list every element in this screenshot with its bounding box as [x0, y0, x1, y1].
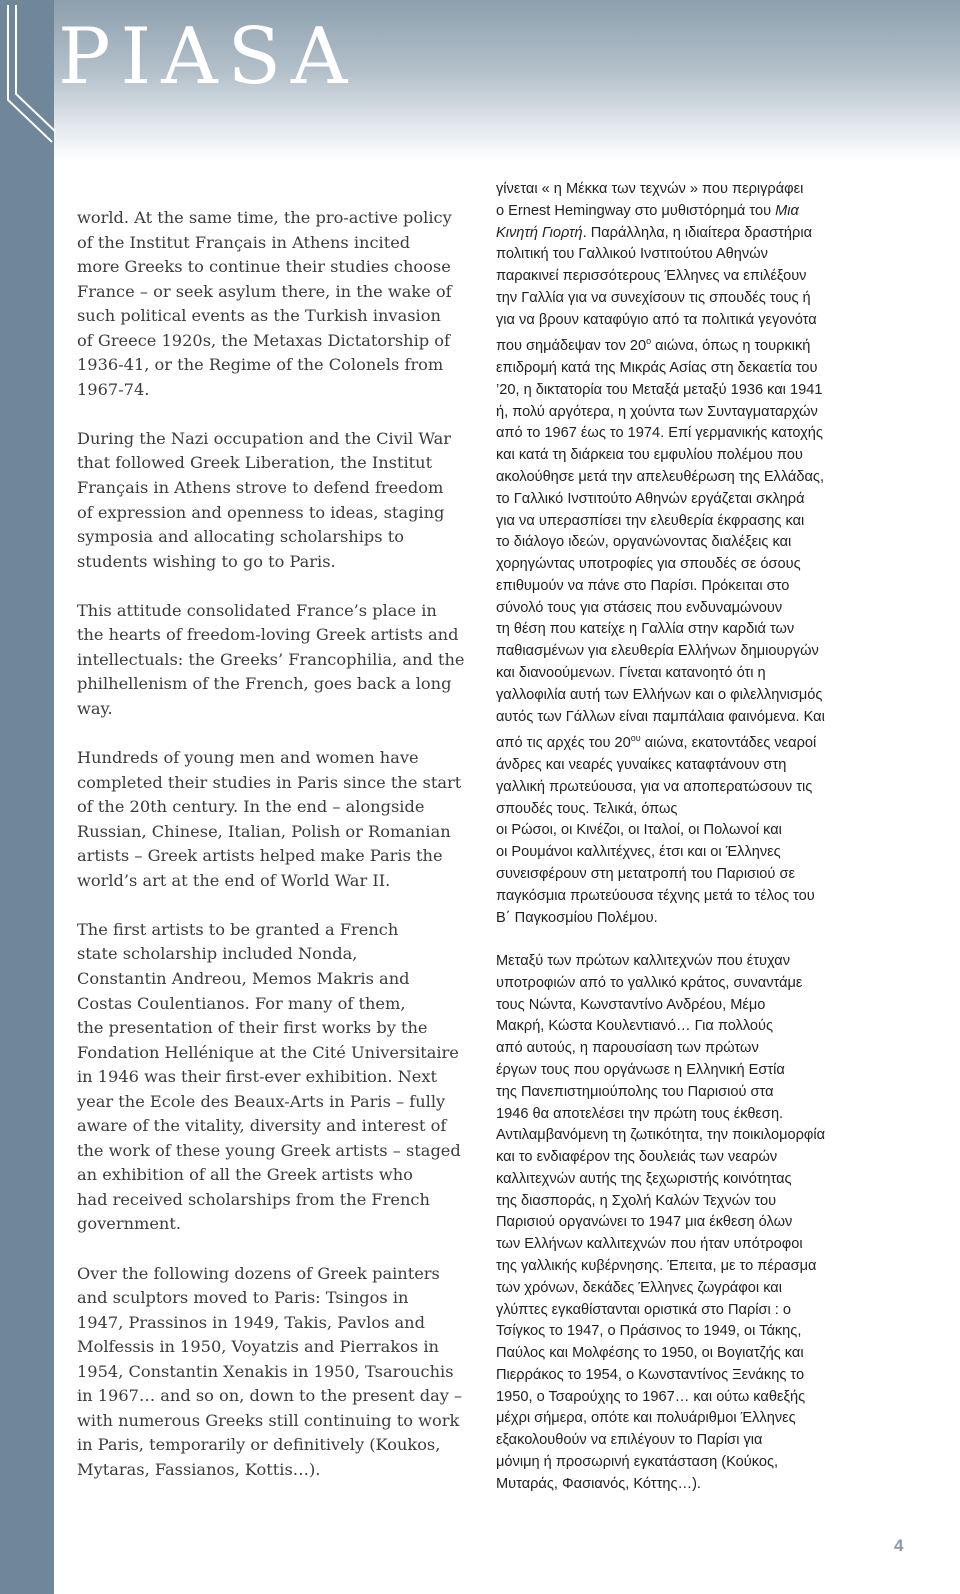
greek-text: αιώνα, εκατοντάδες νεαροί άνδρες και νεαρές γυναίκες καταφτάνουν στη γαλλική πρωτεύουσα, για να αποπερατώσουν τις σπουδές τους. Τελικά, όπως οι Ρώσοι, οι Κινέζοι, οι Ιταλοί, οι Πολωνοί και οι Ρουμάνοι καλλιτέχνες, έτσι και οι Έλληνες συνεισφέρουν στη μετατροπή του Παρισιού σε παγκόσμια πρωτεύουσα τέχνης μετά το τέλος του Β΄ Παγκοσμίου Πολέμου. [496, 735, 817, 926]
left-side-bar [0, 0, 54, 1594]
greek-text: . Παράλληλα, η ιδιαίτερα δραστήρια πολιτική του Γαλλικού Ινστιτούτου Αθηνών παρακινεί περισσότερους Έλληνες να επιλέξουν την Γαλλία για να συνεχίσουν τις σπουδές τους ή για να βρουν καταφύγιο από τα πολιτικά γεγονότα που σημάδεψαν τον 20 [496, 224, 817, 355]
ordinal-superscript: ου [630, 733, 641, 744]
brand-logo: PIASA [58, 12, 358, 102]
english-paragraph: The first artists to be granted a French state scholarship included Nonda, Constantin Andreou, Memos Makris and Costas Coulentianos. For many of them, the presentation of their first works by the Fondation Hellénique at the Cité Universitaire in 1946 was their first-ever exhibition. Next year the Ecole des Beaux-Arts in Paris – fully aware of the vitality, diversity and interest of the work of these young Greek artists – staged an exhibition of all the Greek artists who had received scholarships from the French government. [77, 919, 461, 1234]
english-paragraph: Over the following dozens of Greek painters and sculptors moved to Paris: Tsingos in 1947, Prassinos in 1949, Takis, Pavlos and Molfessis in 1950, Voyatzis and Pierrakos in 1954, Constantin Xenakis in 1950, Tsarouchis in 1967… and so on, down to the present day – with numerous Greeks still continuing to work in Paris, temporarily or definitively (Koukos, Mytaras, Fassianos, Kottis…). [77, 1263, 463, 1479]
english-paragraph: This attitude consolidated France’s place in the hearts of freedom-loving Greek artists and intellectuals: the Greeks’ Francophilia, and the philhellenism of the French, goes back a long way. [77, 600, 465, 718]
english-column [77, 206, 477, 1507]
english-paragraph: Hundreds of young men and women have completed their studies in Paris since the start of the 20th century. In the end – alongside Russian, Chinese, Italian, Polish or Romanian artists – Greek artists helped make Paris the world’s art at the end of World War II. [77, 748, 462, 890]
corner-bracket-decoration [0, 0, 60, 150]
greek-paragraph-2: Μεταξύ των πρώτων καλλιτεχνών που έτυχαν υποτροφιών από το γαλλικό κράτος, συναντάμε τους Νώντα, Κωνσταντίνο Ανδρέου, Μέμο Μακρή, Κώστα Κουλεντιανό… Για πολλούς από αυτούς, η παρουσίαση των πρώτων έργων τους που οργάνωσε η Ελληνική Εστία της Πανεπιστημιούπολης του Παρισιού στα 1946 θα αποτελέσει την πρώτη τους έκθεση. Αντιλαμβανόμενη τη ζωτικότητα, την ποικιλομορφία και το ενδιαφέρον της δουλειάς των νεαρών καλλιτεχνών αυτής της ξεχωριστής κοινότητας της διασποράς, η Σχολή Καλών Τεχνών του Παρισιού οργανώνει το 1947 μια έκθεση όλων των Ελλήνων καλλιτεχνών που ήταν υπότροφοι της γαλλικής κυβέρνησης. Έπειτα, με το πέρασμα των χρόνων, δεκάδες Έλληνες ζωγράφοι και γλύπτες εγκαθίστανται οριστικά στο Παρίσι : ο Τσίγκος το 1947, ο Πράσινος το 1949, οι Τάκης, Παύλος και Μολφέσης το 1950, οι Βογιατζής και Πιερράκος το 1954, ο Κωνσταντίνος Ξενάκης το 1950, ο Τσαρούχης το 1967… και ούτω καθεξής μέχρι σήμερα, οπότε και πολυάριθμοι Έλληνες εξακολουθούν να επιλέγουν το Παρίσι για μόνιμη ή προσωρινή εγκατάσταση (Κούκος, Μυταράς, Φασιανός, Κόττης…). [496, 953, 826, 1492]
book-title-italic: Μια Κινητή Γιορτή [496, 202, 799, 241]
greek-text: γίνεται « η Μέκκα των τεχνών » που περιγράφει ο Ernest Hemingway στο μυθιστόρημά του [496, 181, 804, 219]
greek-text: αιώνα, όπως η τουρκική επιδρομή κατά της Μικράς Ασίας στη δεκαετία του ’20, η δικτατορία του Μεταξά μεταξύ 1936 και 1941 ή, πολύ αργότερα, η χούντα των Συνταγματαρχών από το 1967 έως το 1974. Επί γερμανικής κατοχής και κατά τη διάρκεια του εμφυλίου πολέμου που ακολούθησε μετά την απελευθέρωση της Ελλάδας, το Γαλλικό Ινστιτούτο Αθηνών εργάζεται σκληρά για να υπερασπίσει την ελευθερία έκφρασης και το διάλογο ιδεών, οργανώνοντας διαλέξεις και χορηγώντας υποτροφίες για σπουδές σε όσους επιθυμούν να πάνε στο Παρίσι. Πρόκειται στο σύνολό τους για στάσεις που ενδυναμώνουν τη θέση που κατείχε η Γαλλία στην καρδιά των παθιασμένων για ελευθερία Ελλήνων δημιουργών και διανοούμενων. Γίνεται κατανοητό ότι η γαλλοφιλία αυτή των Ελλήνων και ο φιλελληνισμός αυτός των Γάλλων είναι παμπάλαια φαινόμενα. Και από τις αρχές του 20 [496, 338, 825, 752]
english-paragraph: During the Nazi occupation and the Civil War that followed Greek Liberation, the Institut Français in Athens strove to defend freedom of expression and openness to ideas, staging symposia and allocating scholarships to students wishing to go to Paris. [77, 428, 451, 571]
greek-paragraph-1 [496, 179, 896, 929]
page-number: 4 [894, 1536, 904, 1555]
ordinal-superscript: ο [646, 336, 652, 347]
english-paragraph: world. At the same time, the pro-active policy of the Institut Français in Athens incited more Greeks to continue their studies choose France – or seek asylum there, in the wake of such political events as the Turkish invasion of Greece 1920s, the Metaxas Dictatorship of 1936-41, or the Regime of the Colonels from 1967-74. [77, 208, 452, 399]
greek-column [496, 179, 896, 1496]
